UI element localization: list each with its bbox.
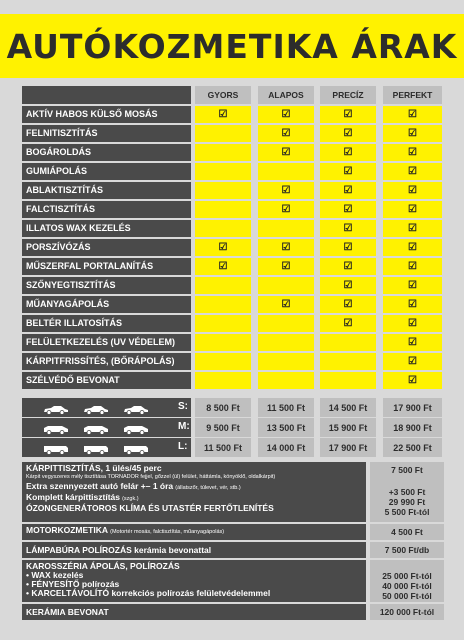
extra-dirty: Extra szennyezett autó felár +– 1 óra — [26, 481, 174, 491]
checkbox-icon: ☑ — [408, 318, 417, 329]
size-price: 9 500 Ft — [195, 418, 251, 437]
ozone: ÓZONGENERÁTOROS KLÍMA ÉS UTASTÉR FERTŐTLENÍTÉS — [26, 503, 274, 513]
service-cell — [383, 277, 442, 294]
service-cell — [258, 353, 314, 370]
car-icon-wrap — [122, 442, 150, 452]
service-cell — [320, 220, 376, 237]
size-price: 8 500 Ft — [195, 398, 251, 417]
service-cell — [383, 163, 442, 180]
ceramic-title: KERÁMIA BEVONAT — [26, 607, 109, 617]
checkbox-icon: ☑ — [281, 147, 291, 158]
car-icon-wrap — [122, 422, 150, 432]
size-letter: S: — [178, 401, 188, 412]
ceramic-price: 120 000 Ft-tól — [370, 604, 444, 620]
checkbox-icon: ☑ — [281, 261, 291, 272]
checkbox-icon: ☑ — [408, 356, 417, 367]
checkbox-icon: ☑ — [408, 166, 417, 177]
car-icon-wrap — [42, 422, 70, 432]
size-row-label — [22, 418, 191, 437]
service-cell — [258, 334, 314, 351]
checkbox-icon: ☑ — [218, 261, 228, 272]
checkbox-icon: ☑ — [281, 299, 291, 310]
service-cell — [258, 125, 314, 142]
service-cell — [383, 239, 442, 256]
service-label: PORSZÍVÓZÁS — [22, 239, 191, 256]
service-label: ABLAKTISZTÍTÁS — [22, 182, 191, 199]
size-letter: M: — [178, 421, 190, 432]
size-price: 11 500 Ft — [258, 398, 314, 417]
service-cell — [258, 315, 314, 332]
car-icon — [122, 425, 150, 435]
engine-block — [22, 524, 366, 540]
page-title: AUTÓKOZMETIKA ÁRAK — [6, 26, 458, 66]
checkbox-icon: ☑ — [408, 280, 417, 291]
car-icon — [122, 445, 150, 455]
ceramic-block — [22, 604, 366, 620]
checkbox-icon: ☑ — [343, 147, 353, 158]
service-cell — [258, 296, 314, 313]
size-row-label — [22, 398, 191, 417]
car-icon — [82, 445, 110, 455]
checkbox-icon: ☑ — [343, 261, 353, 272]
service-label: AKTÍV HABOS KÜLSŐ MOSÁS — [22, 106, 191, 123]
body-price-wax: 25 000 Ft-tól — [382, 571, 432, 581]
service-cell — [320, 106, 376, 123]
column-header-perfekt: PERFEKT — [383, 86, 442, 104]
service-cell — [320, 258, 376, 275]
service-cell — [195, 296, 251, 313]
service-cell — [383, 201, 442, 218]
service-cell — [383, 353, 442, 370]
car-icon — [42, 445, 70, 455]
checkbox-icon: ☑ — [408, 261, 417, 272]
service-label: FELNITISZTÍTÁS — [22, 125, 191, 142]
lamp-price: 7 500 Ft/db — [370, 542, 444, 558]
service-cell — [383, 258, 442, 275]
service-cell — [320, 201, 376, 218]
lamp-block — [22, 542, 366, 558]
service-cell — [195, 315, 251, 332]
upholstery-note: Kárpit vegyszeres mély tisztítása TORNADOR fejjel, gőzzel (ül) felület, háttámla, könyöklő, oldalkárpit) — [26, 474, 276, 480]
checkbox-icon: ☑ — [343, 185, 353, 196]
engine-price: 4 500 Ft — [370, 524, 444, 540]
service-cell — [195, 334, 251, 351]
service-cell — [320, 125, 376, 142]
car-icon-wrap — [82, 402, 110, 412]
service-label: BOGÁROLDÁS — [22, 144, 191, 161]
service-cell — [258, 220, 314, 237]
checkbox-icon: ☑ — [281, 204, 291, 215]
size-price: 17 900 Ft — [320, 438, 376, 457]
service-cell — [195, 125, 251, 142]
service-cell — [383, 220, 442, 237]
service-cell — [195, 372, 251, 389]
service-cell — [383, 296, 442, 313]
size-row-label — [22, 438, 191, 457]
service-label: FELÜLETKEZELÉS (UV VÉDELEM) — [22, 334, 191, 351]
service-cell — [320, 296, 376, 313]
body-item-polish: • FÉNYESÍTŐ polírozás — [26, 579, 120, 589]
service-cell — [258, 201, 314, 218]
checkbox-icon: ☑ — [408, 109, 417, 120]
size-price: 17 900 Ft — [383, 398, 442, 417]
service-label: GUMIÁPOLÁS — [22, 163, 191, 180]
service-cell — [258, 144, 314, 161]
service-cell — [383, 106, 442, 123]
service-cell — [383, 182, 442, 199]
upholstery-prices — [370, 462, 444, 522]
car-icon — [42, 425, 70, 435]
upholstery-price: 7 500 Ft — [391, 465, 423, 475]
service-cell — [320, 163, 376, 180]
service-label: SZŐNYEGTISZTÍTÁS — [22, 277, 191, 294]
title-band — [0, 14, 464, 78]
checkbox-icon: ☑ — [343, 166, 353, 177]
service-cell — [320, 372, 376, 389]
header-blank — [22, 86, 191, 104]
service-cell — [195, 277, 251, 294]
body-item-scratch: • KARCELTÁVOLÍTÓ korrekciós polírozás felületvédelemmel — [26, 588, 271, 598]
service-cell — [195, 163, 251, 180]
checkbox-icon: ☑ — [343, 280, 353, 291]
column-header-gyors: GYORS — [195, 86, 251, 104]
engine-title: MOTORKOZMETIKA — [26, 525, 109, 535]
body-price-scratch: 50 000 Ft-tól — [382, 591, 432, 601]
checkbox-icon: ☑ — [343, 223, 353, 234]
service-cell — [320, 239, 376, 256]
full-upholstery-note: (szgk.) — [122, 496, 139, 502]
size-price: 18 900 Ft — [383, 418, 442, 437]
service-cell — [383, 334, 442, 351]
checkbox-icon: ☑ — [343, 299, 353, 310]
service-cell — [320, 353, 376, 370]
service-cell — [195, 106, 251, 123]
engine-note: (Motortér mosás, falctisztítás, műanyagápolás) — [110, 529, 225, 535]
service-label: KÁRPITFRISSÍTÉS, (BŐRÁPOLÁS) — [22, 353, 191, 370]
column-header-alapos: ALAPOS — [258, 86, 314, 104]
checkbox-icon: ☑ — [408, 128, 417, 139]
car-icon — [82, 425, 110, 435]
checkbox-icon: ☑ — [281, 185, 291, 196]
size-price: 15 900 Ft — [320, 418, 376, 437]
checkbox-icon: ☑ — [408, 337, 417, 348]
service-cell — [320, 315, 376, 332]
service-cell — [383, 315, 442, 332]
service-label: ILLATOS WAX KEZELÉS — [22, 220, 191, 237]
car-icon-wrap — [82, 442, 110, 452]
size-price: 22 500 Ft — [383, 438, 442, 457]
size-price: 14 500 Ft — [320, 398, 376, 417]
service-cell — [195, 182, 251, 199]
body-price-polish: 40 000 Ft-tól — [382, 581, 432, 591]
checkbox-icon: ☑ — [408, 185, 417, 196]
service-cell — [383, 372, 442, 389]
checkbox-icon: ☑ — [408, 242, 417, 253]
service-cell — [258, 239, 314, 256]
car-icon — [42, 405, 70, 415]
car-icon — [122, 405, 150, 415]
service-cell — [320, 182, 376, 199]
service-cell — [195, 220, 251, 237]
size-price: 11 500 Ft — [195, 438, 251, 457]
full-upholstery: Komplett kárpittisztítás — [26, 492, 120, 502]
service-cell — [258, 106, 314, 123]
extra-price: +3 500 Ft — [388, 487, 426, 497]
service-label: MŰANYAGÁPOLÁS — [22, 296, 191, 313]
size-price: 14 000 Ft — [258, 438, 314, 457]
checkbox-icon: ☑ — [343, 318, 353, 329]
body-item-wax: • WAX kezelés — [26, 570, 84, 580]
car-icon-wrap — [82, 422, 110, 432]
checkbox-icon: ☑ — [281, 242, 291, 253]
checkbox-icon: ☑ — [408, 204, 417, 215]
service-cell — [320, 277, 376, 294]
service-cell — [320, 144, 376, 161]
column-header-precíz: PRECÍZ — [320, 86, 376, 104]
checkbox-icon: ☑ — [281, 109, 291, 120]
body-title: KAROSSZÉRIA ÁPOLÁS, POLÍROZÁS — [26, 561, 180, 571]
checkbox-icon: ☑ — [408, 223, 417, 234]
checkbox-icon: ☑ — [343, 128, 353, 139]
checkbox-icon: ☑ — [343, 109, 353, 120]
body-block — [22, 560, 366, 602]
service-cell — [258, 258, 314, 275]
service-cell — [258, 163, 314, 180]
service-cell — [258, 372, 314, 389]
service-cell — [383, 144, 442, 161]
service-cell — [258, 277, 314, 294]
upholstery-title: KÁRPITTISZTÍTÁS, 1 ülés/45 perc — [26, 463, 162, 473]
service-cell — [320, 334, 376, 351]
service-cell — [195, 353, 251, 370]
service-cell — [383, 125, 442, 142]
service-label: MŰSZERFAL PORTALANÍTÁS — [22, 258, 191, 275]
full-price: 29 990 Ft — [388, 497, 426, 507]
service-cell — [258, 182, 314, 199]
checkbox-icon: ☑ — [218, 242, 228, 253]
car-icon-wrap — [122, 402, 150, 412]
lamp-title: LÁMPABÚRA POLÍROZÁS kerámia bevonattal — [26, 545, 212, 555]
size-price: 13 500 Ft — [258, 418, 314, 437]
checkbox-icon: ☑ — [218, 109, 228, 120]
ozone-price: 5 500 Ft-tól — [384, 507, 430, 517]
checkbox-icon: ☑ — [408, 375, 417, 386]
checkbox-icon: ☑ — [408, 299, 417, 310]
car-icon-wrap — [42, 442, 70, 452]
extra-dirty-note: (állatszőr, túlevet, vér, stb.) — [175, 485, 241, 491]
service-label: FALCTISZTÍTÁS — [22, 201, 191, 218]
size-letter: L: — [178, 441, 188, 452]
upholstery-block — [22, 462, 366, 522]
service-cell — [195, 258, 251, 275]
service-cell — [195, 201, 251, 218]
checkbox-icon: ☑ — [343, 204, 353, 215]
body-prices — [370, 560, 444, 602]
service-cell — [195, 239, 251, 256]
checkbox-icon: ☑ — [343, 242, 353, 253]
service-cell — [195, 144, 251, 161]
car-icon — [82, 405, 110, 415]
car-icon-wrap — [42, 402, 70, 412]
service-label: BELTÉR ILLATOSÍTÁS — [22, 315, 191, 332]
checkbox-icon: ☑ — [408, 147, 417, 158]
checkbox-icon: ☑ — [281, 128, 291, 139]
service-label: SZÉLVÉDŐ BEVONAT — [22, 372, 191, 389]
